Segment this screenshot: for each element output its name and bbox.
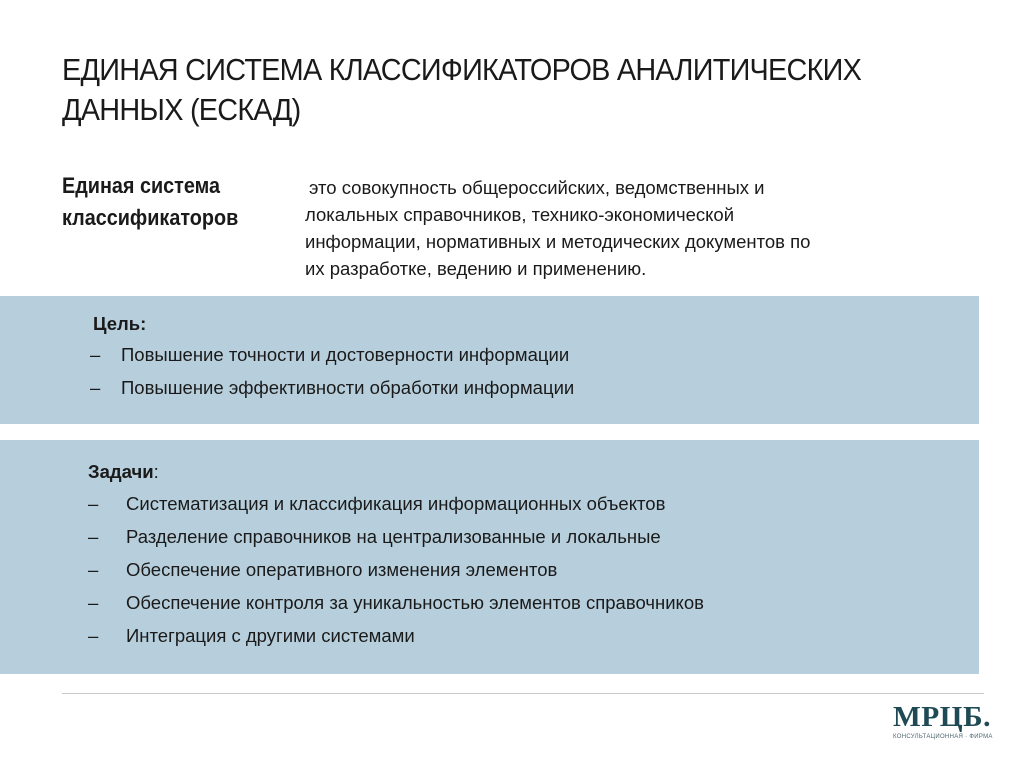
list-item [88,557,704,590]
definition-term-line: классификаторов [62,205,239,230]
list-item [90,375,574,408]
definition-text-line: это совокупность общероссийских, ведомственных и [309,177,765,198]
bullet-dash: – [90,377,101,398]
bullet-dash: – [88,526,99,547]
logo-mark: МРЦБ. [893,702,991,733]
bullet-dash: – [88,592,99,613]
bullet-dash: – [90,344,101,365]
tasks-heading-label: Задачи [88,461,154,482]
definition-text-line: их разработке, ведению и применению. [305,258,647,279]
bullet-dash: – [88,625,99,646]
tasks-list [88,491,704,656]
tasks-heading-colon: : [153,461,159,482]
list-item-text: Повышение эффективности обработки информации [121,377,575,398]
list-item-text: Повышение точности и достоверности информации [121,344,570,365]
definition-text-line: локальных справочников, технико-экономической [305,204,735,225]
definition-term-line: Единая система [62,173,221,198]
company-logo [893,702,993,748]
goal-panel [0,296,979,424]
definition-text-line: информации, нормативных и методических документов по [305,231,811,252]
list-item-text: Обеспечение оперативного изменения элементов [126,559,558,580]
list-item [88,590,704,623]
list-item [88,491,704,524]
goal-list [90,342,574,408]
slide-title-line: ДАННЫХ (ЕСКАД) [62,92,301,127]
list-item [88,623,704,656]
footer-divider [62,693,984,694]
bullet-dash: – [88,559,99,580]
goal-heading [93,312,146,336]
definition-text [305,174,965,282]
list-item-text: Систематизация и классификация информационных объектов [126,493,666,514]
list-item [88,524,704,557]
list-item-text: Разделение справочников на централизованные и локальные [126,526,661,547]
slide-title [62,50,899,130]
goal-heading-label: Цель: [93,313,147,334]
tasks-heading [88,460,159,484]
slide-title-line: ЕДИНАЯ СИСТЕМА КЛАССИФИКАТОРОВ АНАЛИТИЧЕСКИХ [62,52,862,87]
definition-term [62,170,278,234]
list-item-text: Интеграция с другими системами [126,625,415,646]
bullet-dash: – [88,493,99,514]
logo-tagline: КОНСУЛЬТАЦИОННАЯ · ФИРМА [893,734,993,740]
tasks-panel [0,440,979,674]
list-item [90,342,574,375]
list-item-text: Обеспечение контроля за уникальностью элементов справочников [126,592,704,613]
